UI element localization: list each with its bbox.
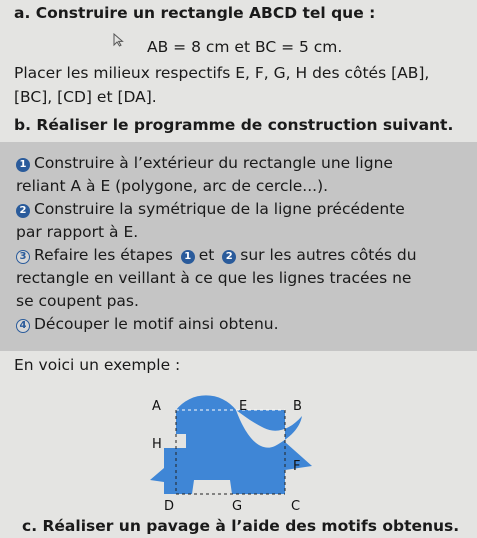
label-e: E <box>239 399 248 414</box>
dimensions-formula: AB = 8 cm et BC = 5 cm. <box>147 38 343 56</box>
part-b-heading: b. Réaliser le programme de construction suivant. <box>14 116 454 134</box>
step-number-badge: 1 <box>16 158 30 172</box>
label-b: B <box>293 399 302 414</box>
cursor-arrow-icon <box>113 33 125 47</box>
step-2-line-2: par rapport à E. <box>16 223 139 241</box>
step-number-badge: 3 <box>16 250 30 264</box>
step-2-line-1: 2 Construire la symétrique de la ligne précédente <box>16 200 405 218</box>
step-3-line-3: se coupent pas. <box>16 292 139 310</box>
tessellation-motif-figure <box>140 388 340 514</box>
part-a-line-3: [BC], [CD] et [DA]. <box>14 88 157 106</box>
part-a-heading: a. Construire un rectangle ABCD tel que : <box>14 4 376 22</box>
step-1-line-2: reliant A à E (polygone, arc de cercle...). <box>16 177 329 195</box>
step-1-line-1: 1 Construire à l’extérieur du rectangle une ligne <box>16 154 393 172</box>
label-f: F <box>293 459 301 474</box>
label-h: H <box>152 437 162 452</box>
step-number-badge: 2 <box>16 204 30 218</box>
label-d: D <box>164 499 175 514</box>
step-3-line-2: rectangle en veillant à ce que les lignes tracées ne <box>16 269 412 287</box>
step-4-line-1: 4 Découper le motif ainsi obtenu. <box>16 315 279 333</box>
step-3-line-1: 3 Refaire les étapes 1 et 2 sur les autres côtés du <box>16 246 417 264</box>
example-intro: En voici un exemple : <box>14 356 181 374</box>
label-c: C <box>291 499 301 514</box>
step-ref-badge-2: 2 <box>222 250 236 264</box>
label-g: G <box>232 499 243 514</box>
part-c-heading: c. Réaliser un pavage à l’aide des motifs obtenus. <box>22 517 460 535</box>
step-number-badge: 4 <box>16 319 30 333</box>
step-ref-badge-1: 1 <box>181 250 195 264</box>
label-a: A <box>152 399 161 414</box>
construction-program-box <box>0 142 477 351</box>
part-a-line-2: Placer les milieux respectifs E, F, G, H des côtés [AB], <box>14 64 430 82</box>
